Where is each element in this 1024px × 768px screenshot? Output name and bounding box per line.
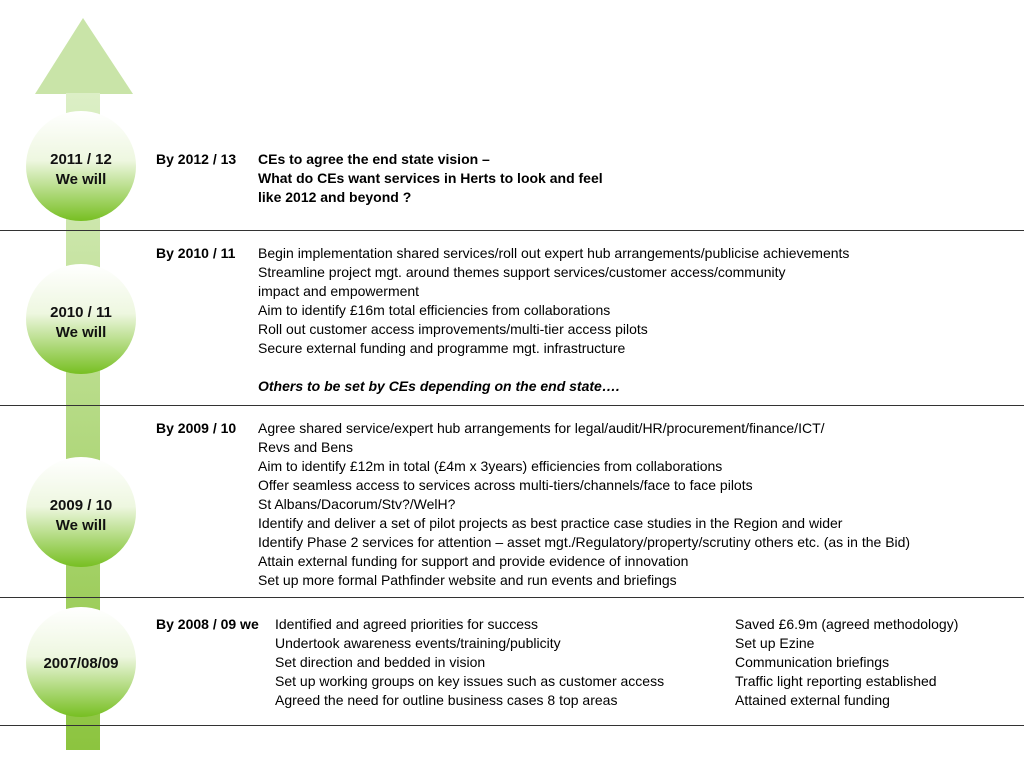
achievement-line: Attained external funding [735,692,890,708]
section-line: Identified and agreed priorities for success [275,616,539,632]
section-line: Streamline project mgt. around themes support services/customer access/community [258,264,786,280]
circle-label-2011 [27,150,135,190]
section-divider [0,230,1024,231]
section-period: By 2012 / 13 [156,151,237,167]
section-line: Aim to identify £16m total efficiencies from collaborations [258,302,611,318]
section-divider [0,725,1024,726]
section-period: By 2008 / 09 we [156,616,259,632]
section-divider [0,405,1024,406]
section-lines-2012 [258,150,603,207]
section-line: CEs to agree the end state vision – [258,151,490,167]
circle-year: 2011 / 12 [50,151,112,168]
section-line: Set up more formal Pathfinder website and run events and briefings [258,572,677,588]
section-line: Roll out customer access improvements/multi-tier access pilots [258,321,648,337]
section-line: Secure external funding and programme mgt. infrastructure [258,340,626,356]
section-line: Agreed the need for outline business cases 8 top areas [275,692,618,708]
section-line: What do CEs want services in Herts to look and feel [258,170,603,186]
circle-label-2009 [27,496,135,536]
circle-year: 2009 / 10 [49,497,113,514]
section-line: Set direction and bedded in vision [275,654,486,670]
circle-year: 2010 / 11 [50,304,112,321]
timeline-graphic [0,0,140,768]
section-blank-line [258,358,849,377]
section-lines-2008 [275,615,664,710]
circle-label-2010 [27,303,135,343]
section-note: Others to be set by CEs depending on the end state…. [258,378,620,394]
section-line: like 2012 and beyond ? [258,189,412,205]
section-line: Begin implementation shared services/roll out expert hub arrangements/publicise achievements [258,245,850,261]
circle-year: 2007/08/09 [43,655,119,672]
circle-caption: We will [55,171,107,188]
section-line: Attain external funding for support and provide evidence of innovation [258,553,689,569]
section-line: Identify and deliver a set of pilot projects as best practice case studies in the Region and wider [258,515,843,531]
achievement-line: Set up Ezine [735,635,815,651]
section-period: By 2010 / 11 [156,245,236,261]
achievement-line: Saved £6.9m (agreed methodology) [735,616,959,632]
section-line: impact and empowerment [258,283,420,299]
circle-label-2007 [27,654,135,674]
section-line: Aim to identify £12m in total (£4m x 3years) efficiencies from collaborations [258,458,723,474]
section-line: St Albans/Dacorum/Stv?/WelH? [258,496,456,512]
circle-caption: We will [55,517,107,534]
timeline-arrowhead [35,18,133,94]
section-line: Undertook awareness events/training/publicity [275,635,561,651]
section-period: By 2009 / 10 [156,420,237,436]
section-line: Agree shared service/expert hub arrangements for legal/audit/HR/procurement/finance/ICT/ [258,420,825,436]
section-lines-2010 [258,244,849,396]
section-line: Set up working groups on key issues such as customer access [275,673,665,689]
section-line: Identify Phase 2 services for attention – asset mgt./Regulatory/property/scrutiny others etc. (as in the Bid) [258,534,911,550]
section-lines-2009 [258,419,910,590]
achievement-line: Traffic light reporting established [735,673,937,689]
section-divider [0,597,1024,598]
circle-caption: We will [55,324,107,341]
achievement-line: Communication briefings [735,654,890,670]
section-line: Offer seamless access to services across multi-tiers/channels/face to face pilots [258,477,753,493]
section-right-lines-2008 [735,615,958,710]
section-line: Revs and Bens [258,439,353,455]
